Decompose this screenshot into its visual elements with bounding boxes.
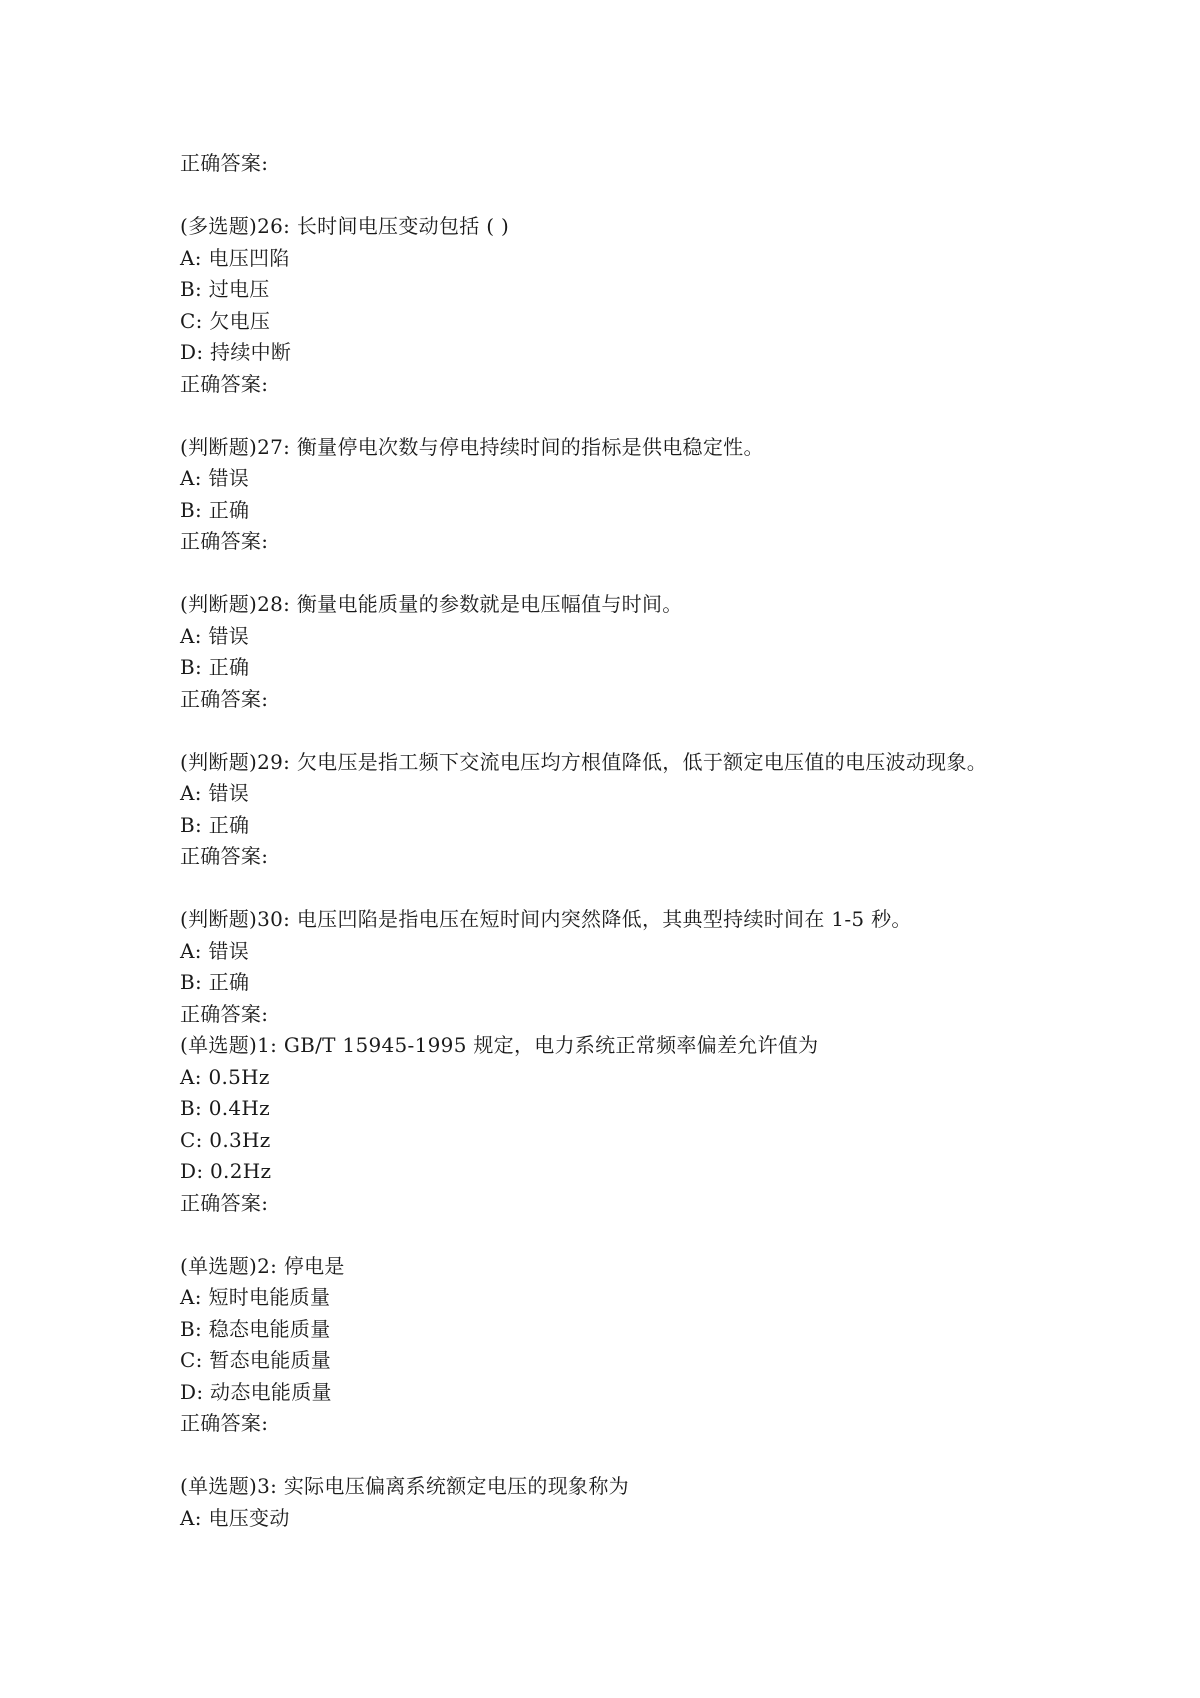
answer-label: 正确答案: xyxy=(180,844,269,868)
option-a: A: 错误 xyxy=(180,466,250,490)
blank-line xyxy=(180,558,1080,590)
option-d: D: 0.2Hz xyxy=(180,1159,272,1183)
option-d: D: 动态电能质量 xyxy=(180,1379,332,1404)
blank-line xyxy=(180,400,1080,432)
option-b: B: 正确 xyxy=(180,970,250,994)
option-b: B: 过电压 xyxy=(180,277,270,301)
question-2: (单选题)2: 停电是 xyxy=(180,1253,345,1278)
blank-line xyxy=(180,1219,1080,1251)
question-30: (判断题)30: 电压凹陷是指电压在短时间内突然降低，其典型持续时间在 1-5 秒。 xyxy=(180,907,912,931)
answer-label: 正确答案: xyxy=(180,1001,269,1026)
option-c: C: 欠电压 xyxy=(180,308,271,333)
answer-label: 正确答案: xyxy=(180,1190,269,1215)
question-1: (单选题)1: GB/T 15945-1995 规定，电力系统正常频率偏差允许值为 xyxy=(180,1033,819,1057)
question-28: (判断题)28: 衡量电能质量的参数就是电压幅值与时间。 xyxy=(180,592,683,616)
option-d: D: 持续中断 xyxy=(180,340,292,364)
blank-line xyxy=(180,715,1080,747)
question-26: (多选题)26: 长时间电压变动包括 ( ) xyxy=(180,214,510,238)
option-a: A: 短时电能质量 xyxy=(180,1285,331,1309)
option-a: A: 电压凹陷 xyxy=(180,245,290,270)
option-a: A: 错误 xyxy=(180,938,250,963)
answer-label: 正确答案: xyxy=(180,686,269,711)
option-b: B: 稳态电能质量 xyxy=(180,1316,331,1341)
answer-label: 正确答案: xyxy=(180,529,269,553)
blank-line xyxy=(180,1440,1080,1472)
option-c: C: 0.3Hz xyxy=(180,1127,271,1152)
question-27: (判断题)27: 衡量停电次数与停电持续时间的指标是供电稳定性。 xyxy=(180,434,764,459)
option-b: B: 0.4Hz xyxy=(180,1096,270,1120)
option-a: A: 电压变动 xyxy=(180,1505,290,1530)
question-3: (单选题)3: 实际电压偏离系统额定电压的现象称为 xyxy=(180,1474,629,1498)
blank-line xyxy=(180,180,1080,212)
option-b: B: 正确 xyxy=(180,655,250,679)
option-c: C: 暂态电能质量 xyxy=(180,1348,332,1372)
option-a: A: 错误 xyxy=(180,623,250,648)
answer-label: 正确答案: xyxy=(180,151,269,175)
option-b: B: 正确 xyxy=(180,812,250,837)
blank-line xyxy=(180,873,1080,905)
question-29: (判断题)29: 欠电压是指工频下交流电压均方根值降低，低于额定电压值的电压波动现象。 xyxy=(180,749,988,774)
option-b: B: 正确 xyxy=(180,497,250,522)
question-list xyxy=(180,148,1080,1534)
option-a: A: 0.5Hz xyxy=(180,1064,270,1089)
answer-label: 正确答案: xyxy=(180,371,269,396)
option-a: A: 错误 xyxy=(180,781,250,805)
answer-label: 正确答案: xyxy=(180,1411,269,1435)
